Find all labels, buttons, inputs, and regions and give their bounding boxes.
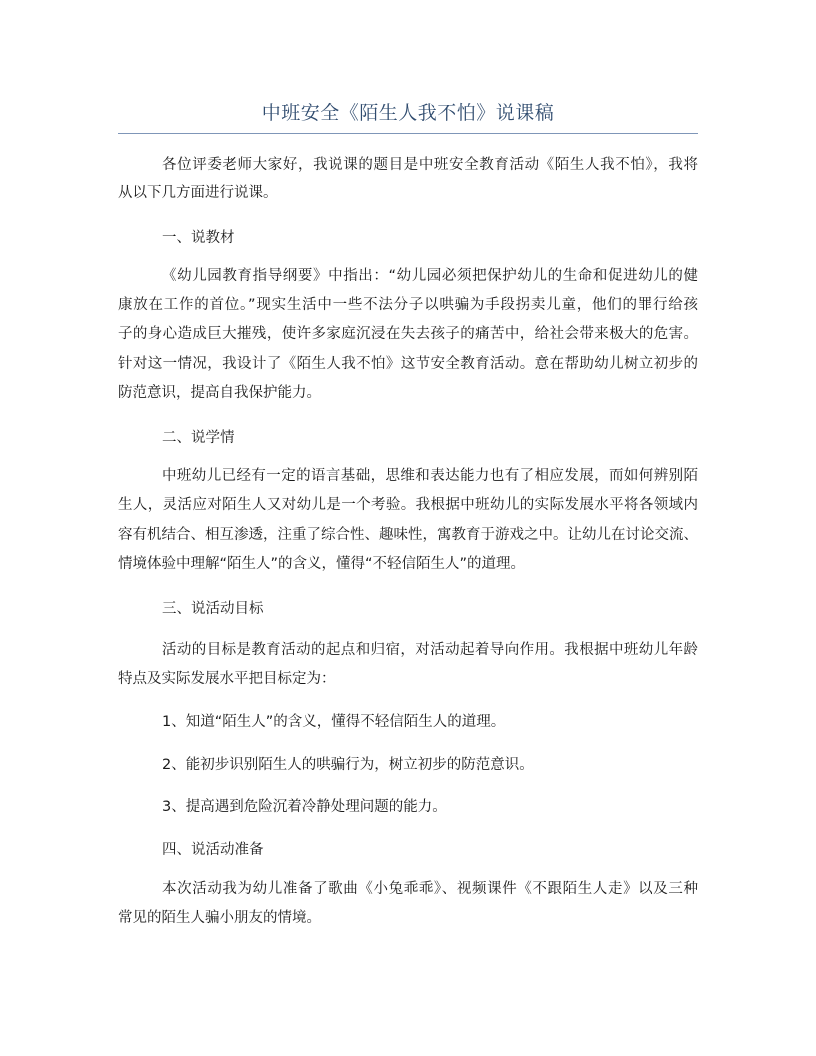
- paragraph-line: 容有机结合、相互渗透，注重了综合性、趣味性，寓教育于游戏之中。让幼儿在讨论交流、: [118, 527, 698, 543]
- paragraph-line: 防范意识，提高自我保护能力。: [118, 385, 321, 401]
- paragraph-line: 中班幼儿已经有一定的语言基础，思维和表达能力也有了相应发展，而如何辨别陌: [162, 468, 698, 484]
- intro-line: 从以下几方面进行说课。: [118, 185, 278, 201]
- section-heading: 四、说活动准备: [162, 842, 264, 858]
- section-heading: 一、说教材: [162, 230, 235, 246]
- title-divider: [118, 133, 698, 134]
- goal-item: 1、知道“陌生人”的含义，懂得不轻信陌生人的道理。: [162, 714, 506, 730]
- document-title: 中班安全《陌生人我不怕》说课稿: [261, 102, 555, 124]
- paragraph-line: 《幼儿园教育指导纲要》中指出：“幼儿园必须把保护幼儿的生命和促进幼儿的健: [162, 268, 698, 284]
- paragraph-line: 本次活动我为幼儿准备了歌曲《小兔乖乖》、视频课件《不跟陌生人走》以及三种: [162, 881, 698, 897]
- paragraph-line: 活动的目标是教育活动的起点和归宿，对活动起着导向作用。我根据中班幼儿年龄: [162, 642, 698, 658]
- section-heading: 三、说活动目标: [162, 601, 264, 617]
- paragraph-line: 常见的陌生人骗小朋友的情境。: [118, 910, 321, 926]
- paragraph-line: 子的身心造成巨大摧残，使许多家庭沉浸在失去孩子的痛苦中，给社会带来极大的危害。: [118, 326, 698, 342]
- paragraph-line: 特点及实际发展水平把目标定为：: [118, 671, 336, 687]
- goal-item: 3、提高遇到危险沉着冷静处理问题的能力。: [162, 799, 447, 815]
- intro-line: 各位评委老师大家好，我说课的题目是中班安全教育活动《陌生人我不怕》，我将: [162, 157, 698, 173]
- goal-item: 2、能初步识别陌生人的哄骗行为，树立初步的防范意识。: [162, 757, 534, 773]
- section-heading: 二、说学情: [162, 430, 235, 446]
- paragraph-line: 康放在工作的首位。”现实生活中一些不法分子以哄骗为手段拐卖儿童，他们的罪行给孩: [118, 297, 698, 313]
- paragraph-line: 生人，灵活应对陌生人又对幼儿是一个考验。我根据中班幼儿的实际发展水平将各领域内: [118, 497, 698, 513]
- paragraph-line: 针对这一情况，我设计了《陌生人我不怕》这节安全教育活动。意在帮助幼儿树立初步的: [118, 356, 698, 372]
- paragraph-line: 情境体验中理解“陌生人”的含义，懂得“不轻信陌生人”的道理。: [118, 556, 526, 572]
